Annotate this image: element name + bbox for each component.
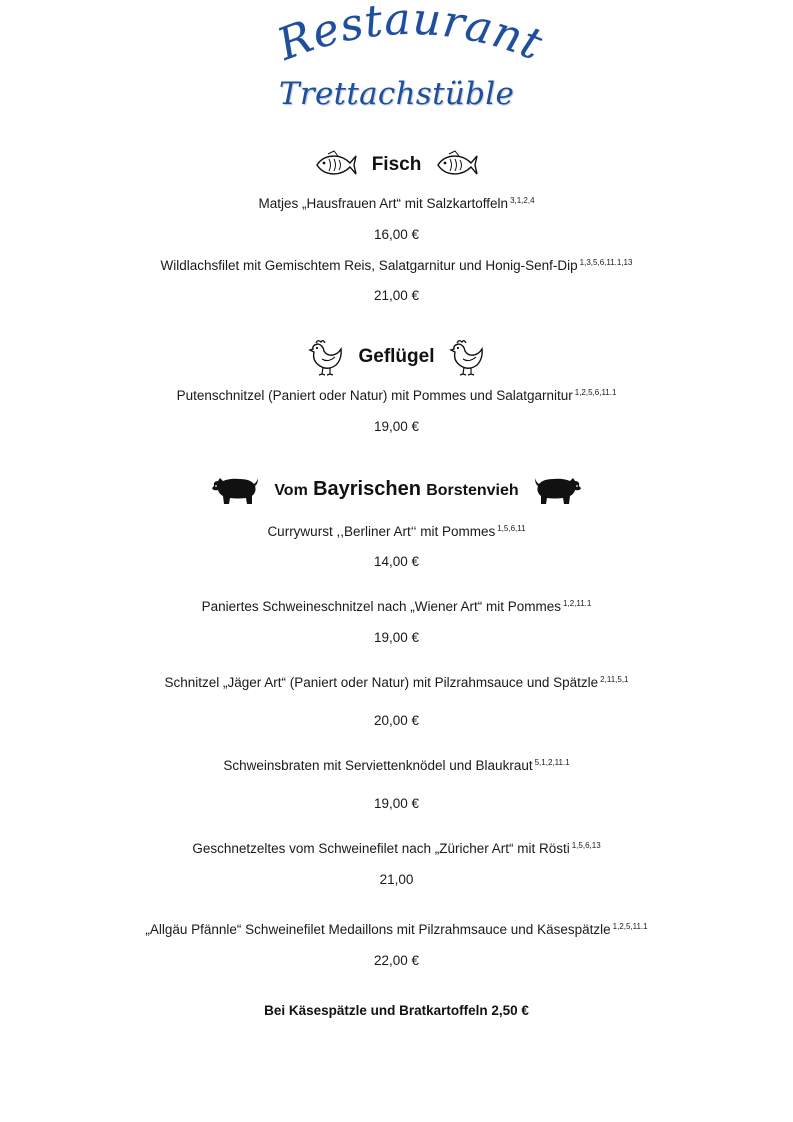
allergen-codes: 3,1,2,4 bbox=[510, 196, 535, 205]
allergen-codes: 1,2,5,6,11.1 bbox=[574, 388, 617, 397]
dish-name: Schnitzel „Jäger Art“ (Paniert oder Natur) mit Pilzrahmsauce und Spätzle bbox=[164, 675, 599, 690]
dish-price: 14,00 € bbox=[373, 554, 420, 569]
allergen-codes: 2,11,5,1 bbox=[600, 675, 629, 684]
section-heading-borstenvieh bbox=[0, 471, 793, 507]
section-heading-fisch bbox=[0, 147, 793, 183]
dish-price: 22,00 € bbox=[373, 953, 420, 968]
restaurant-logo-title bbox=[0, 0, 793, 85]
dish-price: 16,00 € bbox=[373, 227, 420, 242]
menu-item bbox=[0, 841, 793, 856]
allergen-codes: 1,2,11.1 bbox=[563, 599, 592, 608]
section-heading-gefluegel bbox=[0, 337, 793, 377]
dish-price: 19,00 € bbox=[373, 630, 420, 645]
menu-item bbox=[0, 675, 793, 690]
allergen-codes: 5,1,2,11.1 bbox=[534, 758, 570, 767]
section-title-part: Bayrischen bbox=[313, 477, 421, 500]
menu-item bbox=[0, 524, 793, 539]
chicken-icon bbox=[308, 337, 344, 377]
dish-price: 21,00 € bbox=[373, 288, 420, 303]
restaurant-subtitle: Trettachstüble bbox=[278, 76, 515, 112]
svg-text:Restaurant bbox=[270, 0, 550, 71]
menu-item bbox=[0, 388, 793, 403]
menu-item bbox=[0, 922, 793, 937]
menu-item bbox=[0, 599, 793, 614]
dish-name: Paniertes Schweineschnitzel nach „Wiener Art“ mit Pommes bbox=[201, 599, 562, 614]
dish-price: 20,00 € bbox=[373, 713, 420, 728]
dish-name: Matjes „Hausfrauen Art“ mit Salzkartoffeln bbox=[258, 196, 509, 211]
menu-item bbox=[0, 258, 793, 273]
dish-name: Putenschnitzel (Paniert oder Natur) mit Pommes und Salatgarnitur bbox=[176, 388, 573, 403]
dish-name: Geschnetzeltes vom Schweinefilet nach „Züricher Art“ mit Rösti bbox=[192, 841, 570, 856]
allergen-codes: 1,5,6,11 bbox=[497, 524, 526, 533]
dish-name: „Allgäu Pfännle“ Schweinefilet Medaillons mit Pilzrahmsauce und Käsespätzle bbox=[145, 922, 611, 937]
pig-icon bbox=[210, 472, 260, 506]
allergen-codes: 1,5,6,13 bbox=[571, 841, 601, 850]
allergen-codes: 1,2,5,11.1 bbox=[612, 922, 648, 931]
menu-item bbox=[0, 196, 793, 211]
dish-name: Wildlachsfilet mit Gemischtem Reis, Salatgarnitur und Honig-Senf-Dip bbox=[160, 258, 578, 273]
menu-item bbox=[0, 758, 793, 773]
fish-icon bbox=[435, 150, 479, 180]
chicken-icon bbox=[449, 337, 485, 377]
dish-price: 19,00 € bbox=[373, 796, 420, 811]
dish-price: 19,00 € bbox=[373, 419, 420, 434]
section-title bbox=[274, 478, 518, 501]
dish-price: 21,00 bbox=[379, 872, 414, 887]
dish-name: Currywurst ,,Berliner Art‘‘ mit Pommes bbox=[267, 524, 496, 539]
section-title-part: Borstenvieh bbox=[426, 481, 519, 499]
section-title-part: Vom bbox=[274, 481, 308, 499]
section-title: Geflügel bbox=[358, 346, 435, 367]
pig-icon bbox=[533, 472, 583, 506]
allergen-codes: 1,3,5,6,11.1,13 bbox=[579, 258, 633, 267]
fish-icon bbox=[314, 150, 358, 180]
dish-name: Schweinsbraten mit Serviettenknödel und Blaukraut bbox=[223, 758, 533, 773]
section-title: Fisch bbox=[371, 154, 422, 175]
side-dish-surcharge-note: Bei Käsespätzle und Bratkartoffeln 2,50 € bbox=[264, 1003, 529, 1018]
logo-title-text: Restaurant bbox=[270, 0, 550, 71]
